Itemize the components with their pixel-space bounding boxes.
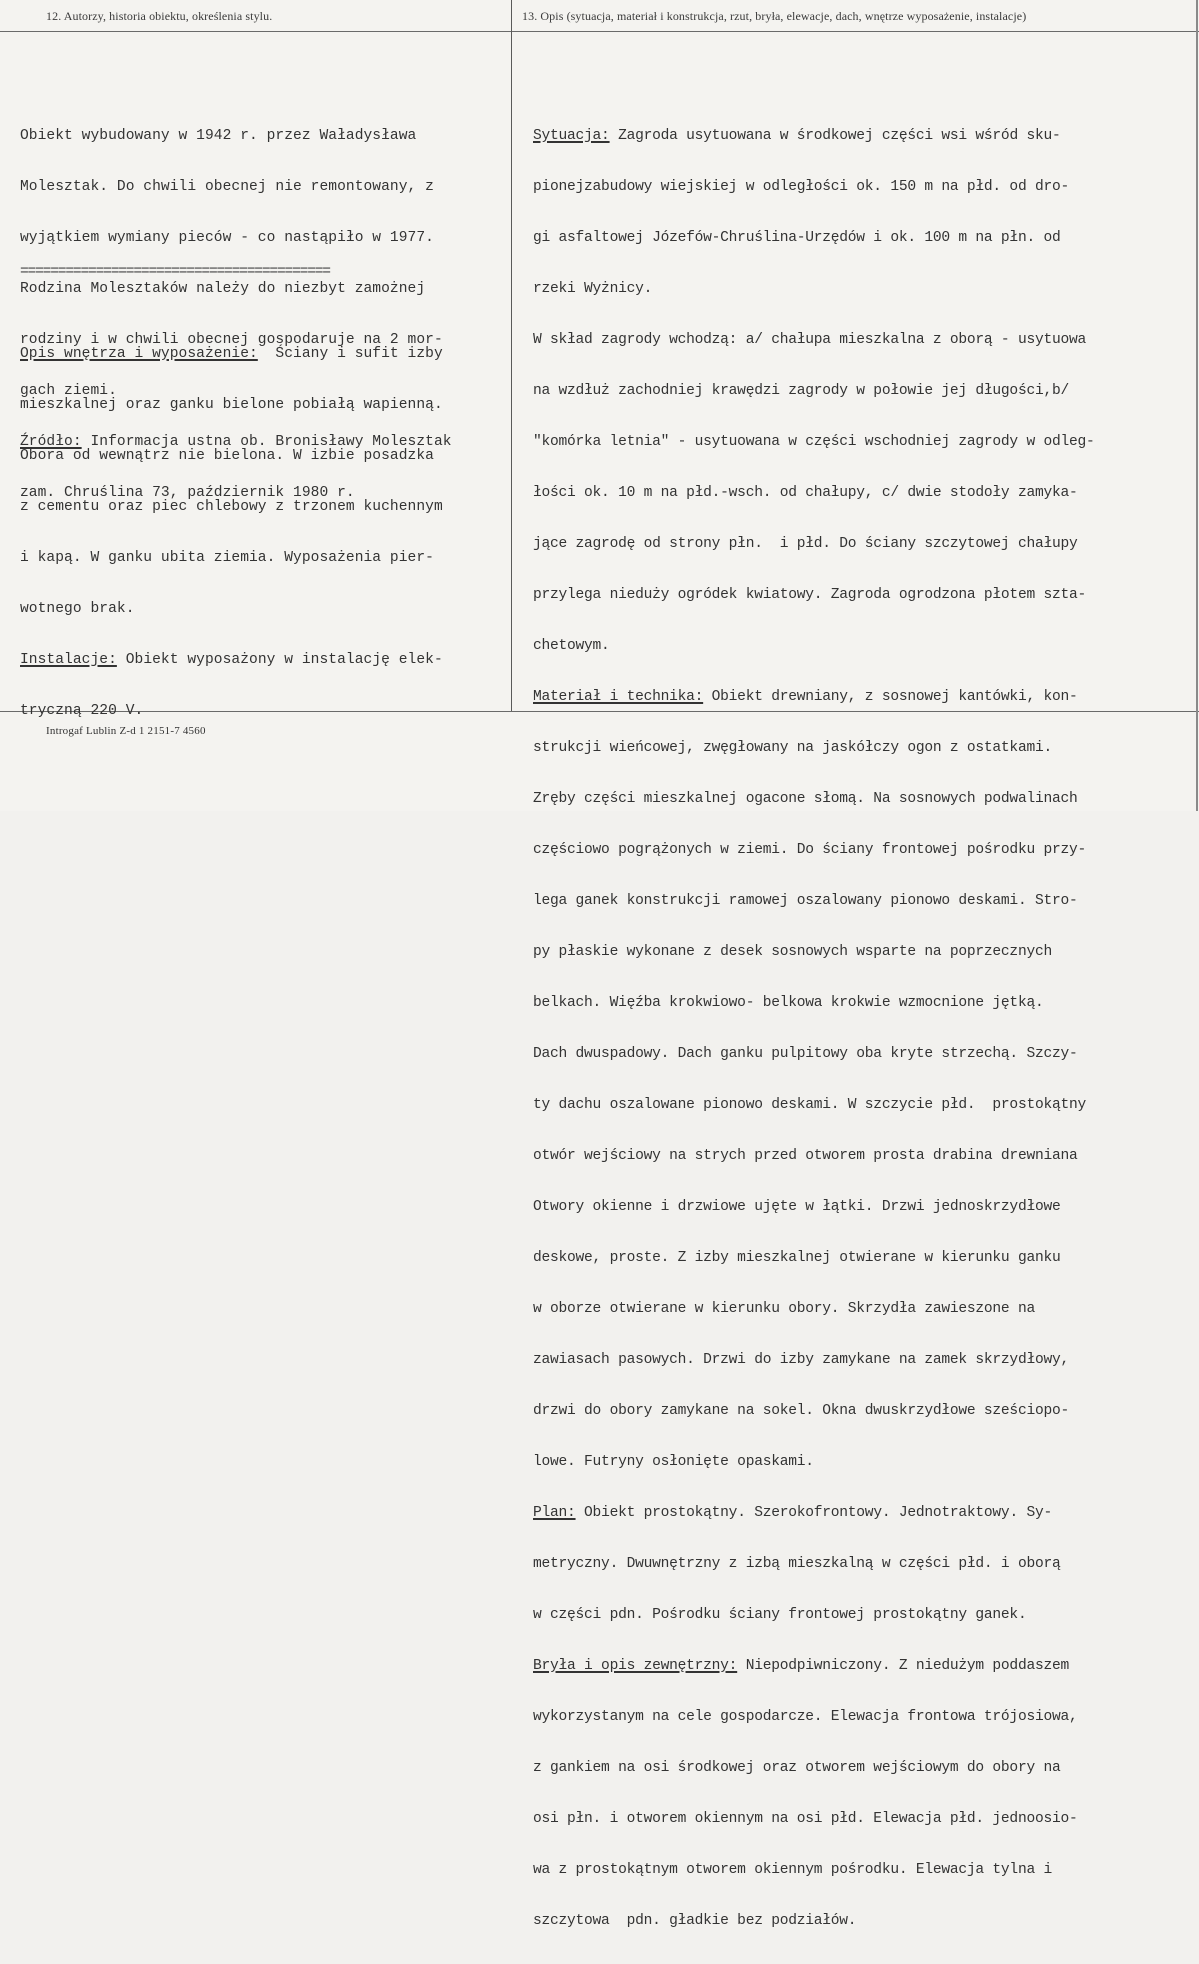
situation-line: na wzdłuż zachodniej krawędzi zagrody w połowie jej długości,b/ <box>533 383 1069 399</box>
installation-text: Obiekt wyposażony w instalację elek- <box>116 652 443 668</box>
material-line: otwór wejściowy na strych przed otworem prosta drabina drewniana <box>533 1148 1078 1164</box>
situation-label: Sytuacja: <box>533 128 610 144</box>
situation-line: przylega niedużу ogródek kwiatowy. Zagroda ogrodzona płotem szta- <box>533 587 1086 603</box>
header-rule <box>0 31 1199 32</box>
situation-line: jące zagrodę od strony płn. i płd. Do ściany szczytowej chałupy <box>533 536 1078 552</box>
material-label: Materiał i technika: <box>533 689 704 705</box>
plan-text-start: Obiekt prostokątny. Szerokofrontowy. Jednotraktowy. Sy- <box>575 1505 1052 1521</box>
situation-line: chetowym. <box>533 638 610 654</box>
material-line: ty dachu oszalowane pionowo deskami. W szczycie płd. prostokątny <box>533 1097 1086 1113</box>
card-edge <box>1196 0 1198 811</box>
plan-label: Plan: <box>533 1505 576 1521</box>
body-line: osi płn. i otworem okiennym na osi płd. Elewacja płd. jednoosio- <box>533 1811 1078 1827</box>
situation-line: W skład zagrody wchodzą: a/ chałupa mieszkalna z oborą - usytuowa <box>533 332 1086 348</box>
material-line: Dach dwuspadowy. Dach ganku pulpitowy oba kryte strzechą. Szczy- <box>533 1046 1078 1062</box>
material-line <box>533 689 1095 706</box>
interior-line: Obora od wewnątrz nie bielona. W izbie posadzka <box>20 448 434 464</box>
interior-text <box>20 312 443 754</box>
body-line: szczytowa pdn. gładkie bez podziałów. <box>533 1913 857 1929</box>
installation-line-2: tryczną 220 V. <box>20 703 144 719</box>
material-line: py płaskie wykonane z desek sosnowych wsparte na poprzecznych <box>533 944 1052 960</box>
source-line-2: zam. Chruślina 73, październik 1980 r. <box>20 485 355 501</box>
column-divider <box>511 0 512 711</box>
material-line: Otwory okienne i drzwiowe ujęte w łątki. Drzwi jednoskrzydłowe <box>533 1199 1061 1215</box>
body-line <box>533 1658 1095 1675</box>
material-line: zawiasach pasowych. Drzwi do izby zamykane na zamek skrzydłowy, <box>533 1352 1069 1368</box>
plan-line: metryczny. Dwuwnętrzny z izbą mieszkalną w części płd. i oborą <box>533 1556 1061 1572</box>
situation-line: rzeki Wyżnicy. <box>533 281 653 297</box>
history-line: wyjątkiem wymiany pieców - co nastąpiło w 1977. <box>20 230 434 246</box>
interior-text-start: Ściany i sufit izby <box>257 346 443 362</box>
material-line: drzwi do obory zamykane na sokel. Okna dwuskrzydłowe sześciopo- <box>533 1403 1069 1419</box>
section-12-heading: 12. Autorzy, historia obiektu, określenia stylu. <box>46 9 273 23</box>
situation-line: "komórka letnia" - usytuowana w części wschodniej zagrody w odleg- <box>533 434 1095 450</box>
material-line: lega ganek konstrukcji ramowej oszalowany pionowo deskami. Stro- <box>533 893 1078 909</box>
installation-label: Instalacje: <box>20 652 117 668</box>
material-line: deskowe, proste. Z izby mieszkalnej otwierane w kierunku ganku <box>533 1250 1061 1266</box>
body-text-start: Niepodpiwniczony. Z niedużym poddaszem <box>737 1658 1069 1674</box>
plan-line: w części pdn. Pośrodku ściany frontowej prostokątny ganek. <box>533 1607 1027 1623</box>
interior-line: mieszkalnej oraz ganku bielone pobiałą wapienną. <box>20 397 443 413</box>
material-line: belkach. Więźba krokwiowo- belkowa krokwie wzmocnione jętką. <box>533 995 1044 1011</box>
body-line: wykorzystanym na cele gospodarcze. Elewacja frontowa trójosiowa, <box>533 1709 1078 1725</box>
material-line: strukcji wieńcowej, zwęgłowany na jaskółczy ogon z ostatkami. <box>533 740 1052 756</box>
material-line: w oborze otwierane w kierunku obory. Skrzydła zawieszone na <box>533 1301 1035 1317</box>
material-line: lowe. Futryny osłonięte opaskami. <box>533 1454 814 1470</box>
section-13-heading: 13. Opis (sytuacja, materiał i konstrukcja, rzut, bryła, elewacje, dach, wnętrze wyposażenie, instalacje) <box>522 9 1027 23</box>
history-line: rodziny i w chwili obecnej gospodaruje na 2 mor- <box>20 332 443 348</box>
body-line: z gankiem na osi środkowej oraz otworem wejściowym do obory na <box>533 1760 1061 1776</box>
interior-line <box>20 346 443 363</box>
printer-imprint: Introgaf Lublin Z-d 1 2151-7 4560 <box>46 725 206 737</box>
description-text <box>533 94 1095 1964</box>
interior-line: wotnego brak. <box>20 601 135 617</box>
history-line: Molesztak. Do chwili obecnej nie remontowany, z <box>20 179 434 195</box>
history-line: Obiekt wybudowany w 1942 r. przez Waładysława <box>20 128 417 144</box>
situation-line <box>533 128 1095 145</box>
material-line: Zręby części mieszkalnej ogacone słomą. Na sosnowych podwalinach <box>533 791 1078 807</box>
situation-line: gi asfaltowej Józefów-Chruślina-Urzędów i ok. 100 m na płn. od <box>533 230 1061 246</box>
installation-line <box>20 652 443 669</box>
situation-text-start: Zagroda usytuowana w środkowej części wsi wśród sku- <box>609 128 1061 144</box>
interior-line: i kapą. W ganku ubita ziemia. Wyposażenia pier- <box>20 550 434 566</box>
body-line: wa z prostokątnym otworem okiennym pośrodku. Elewacja tylna i <box>533 1862 1052 1878</box>
situation-line: pionejzabudowy wiejskiej w odległości ok. 150 m na płd. od dro- <box>533 179 1069 195</box>
separator-line: ========================================= <box>20 264 330 280</box>
plan-line <box>533 1505 1095 1522</box>
situation-line: łości ok. 10 m na płd.-wsch. od chałupy, c/ dwie stodoły zamyka- <box>533 485 1078 501</box>
source-label: Źródło: <box>20 434 82 450</box>
interior-line: z cementu oraz piec chlebowy z trzonem kuchennym <box>20 499 443 515</box>
body-label: Bryła i opis zewnętrzny: <box>533 1658 738 1674</box>
history-line: gach ziemi. <box>20 383 117 399</box>
material-text-start: Obiekt drewniany, z sosnowej kantówki, kon- <box>703 689 1078 705</box>
history-line: Rodzina Molesztaków należy do niezbyt zamożnej <box>20 281 426 297</box>
interior-label: Opis wnętrza i wyposażenie: <box>20 346 258 362</box>
material-line: częściowo pogrążonych w ziemi. Do ściany frontowej pośrodku przy- <box>533 842 1086 858</box>
source-text: Informacja ustna ob. Bronisławy Molesztak <box>81 434 452 450</box>
